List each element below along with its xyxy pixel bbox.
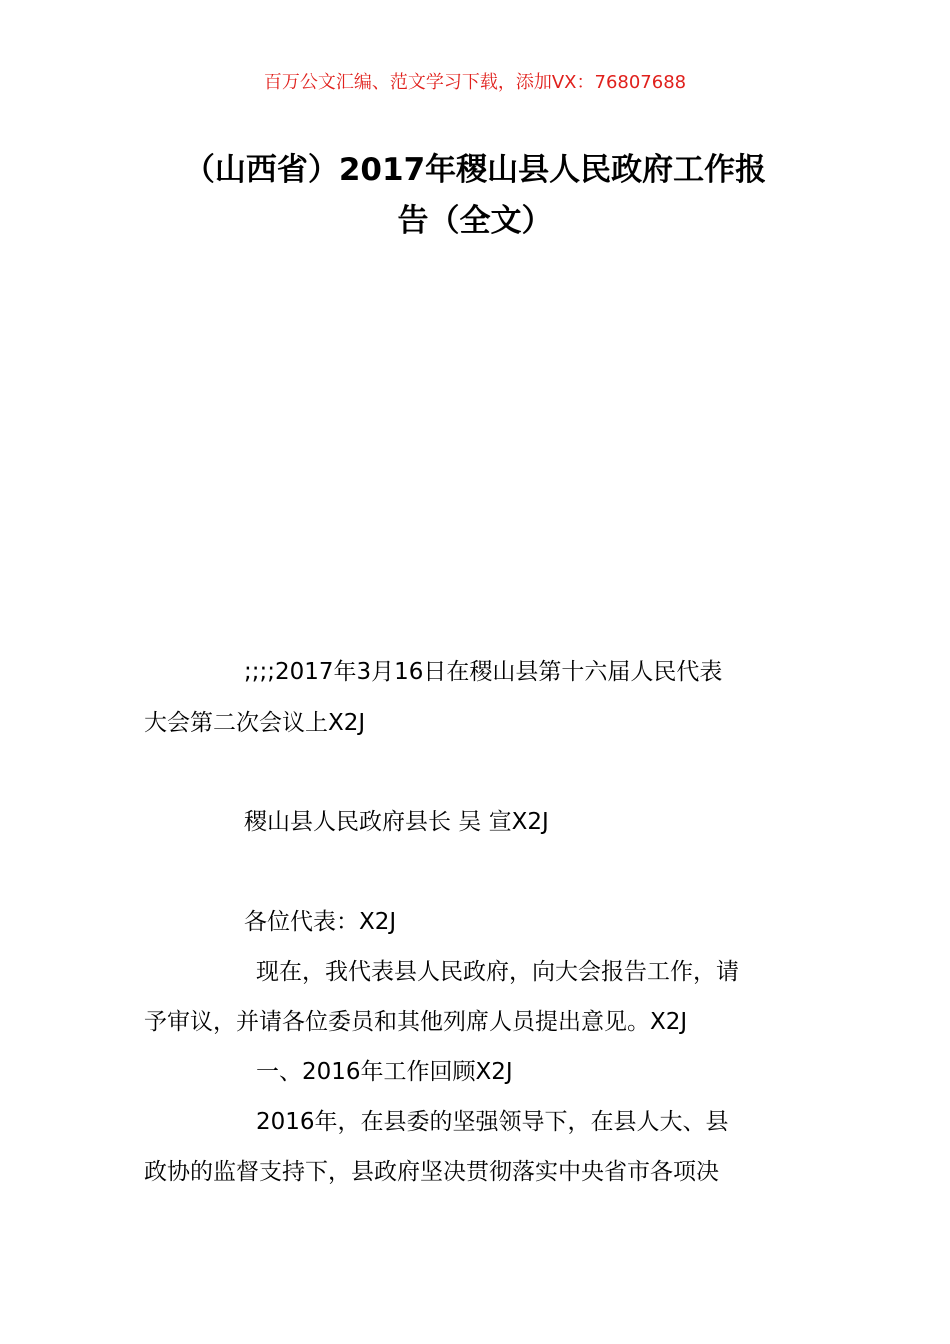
paragraph-2-line-2: 政协的监督支持下，县政府坚决贯彻落实中央省市各项决 [144, 1159, 719, 1185]
header-note: 百万公文汇编、范文学习下载，添加VX：76807688 [263, 72, 687, 93]
author-line: 稷山县人民政府县长 吴 宣X2J [244, 809, 549, 835]
paragraph-1-line-2: 予审议，并请各位委员和其他列席人员提出意见。X2J [144, 1009, 688, 1035]
paragraph-2-line-1: 2016年，在县委的坚强领导下，在县人大、县 [256, 1109, 729, 1135]
section-1-heading: 一、2016年工作回顾X2J [256, 1059, 513, 1085]
document-title-line-2: 告（全文） [397, 203, 553, 239]
salutation: 各位代表：X2J [244, 909, 397, 935]
date-line-2: 大会第二次会议上X2J [144, 710, 366, 736]
document-title-line-1: （山西省）2017年稷山县人民政府工作报 [183, 152, 767, 188]
paragraph-1-line-1: 现在，我代表县人民政府，向大会报告工作，请 [256, 959, 739, 985]
date-line-1: ;;;;2017年3月16日在稷山县第十六届人民代表 [244, 659, 723, 685]
